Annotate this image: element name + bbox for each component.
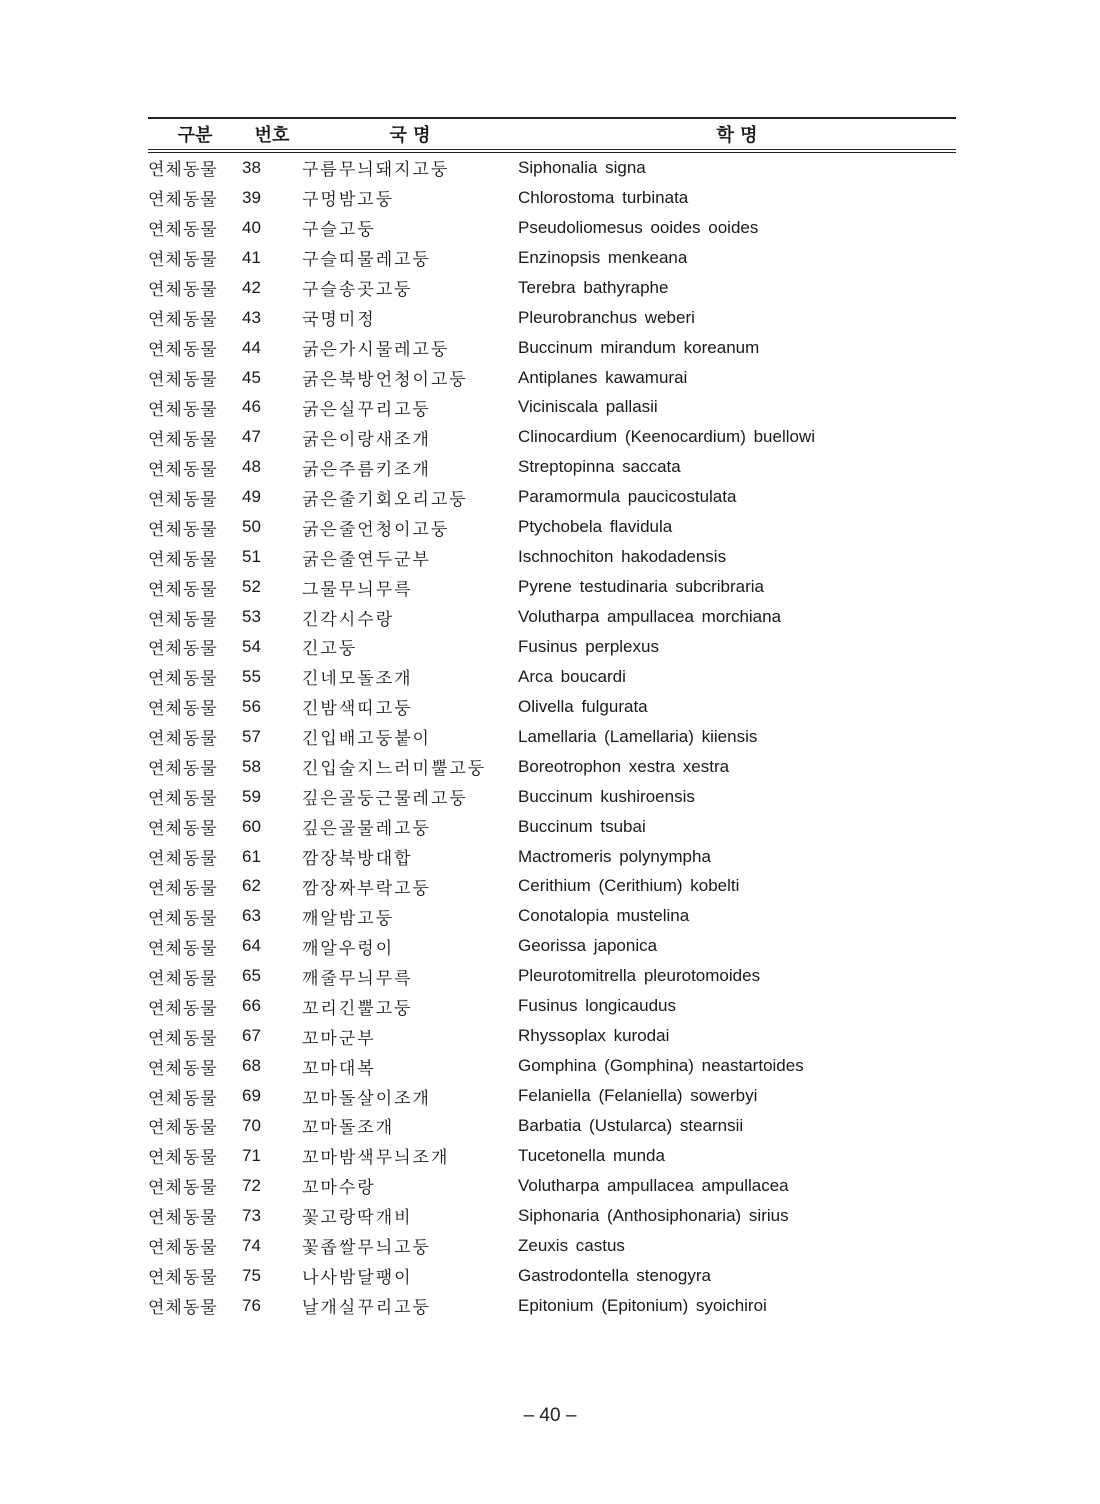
scientific-name-cell: Fusinus perplexus bbox=[518, 636, 659, 656]
scientific-name-cell: Chlorostoma turbinata bbox=[518, 187, 689, 207]
korean-name-cell: 긴입배고둥붙이 bbox=[302, 729, 431, 750]
category-cell: 연체동물 bbox=[148, 1088, 218, 1109]
number-cell: 65 bbox=[242, 966, 261, 986]
category-cell: 연체동물 bbox=[148, 1028, 218, 1049]
table-body bbox=[148, 151, 956, 1321]
korean-name-cell: 날개실꾸리고둥 bbox=[302, 1298, 431, 1319]
number-cell: 74 bbox=[242, 1235, 261, 1255]
table-row bbox=[148, 692, 956, 722]
scientific-name-cell: Siphonalia signa bbox=[518, 157, 646, 177]
number-cell: 58 bbox=[242, 756, 261, 776]
table-row bbox=[148, 363, 956, 393]
category-cell: 연체동물 bbox=[148, 399, 218, 420]
number-cell: 57 bbox=[242, 726, 261, 746]
number-cell: 59 bbox=[242, 786, 261, 806]
category-cell: 연체동물 bbox=[148, 819, 218, 840]
number-cell: 67 bbox=[242, 1026, 261, 1046]
table-row bbox=[148, 872, 956, 902]
korean-name-cell: 깜장짜부락고둥 bbox=[302, 878, 431, 899]
category-cell: 연체동물 bbox=[148, 1208, 218, 1229]
scientific-name-cell: Pleurobranchus weberi bbox=[518, 307, 695, 327]
scientific-name-cell: Arca boucardi bbox=[518, 666, 626, 686]
scientific-name-cell: Pyrene testudinaria subcribraria bbox=[518, 577, 765, 597]
number-cell: 63 bbox=[242, 906, 261, 926]
table-row bbox=[148, 482, 956, 512]
scientific-name-cell: Enzinopsis menkeana bbox=[518, 247, 688, 267]
korean-name-cell: 굵은줄기회오리고둥 bbox=[302, 489, 468, 510]
category-cell: 연체동물 bbox=[148, 1298, 218, 1319]
table-row bbox=[148, 151, 956, 183]
korean-name-cell: 깨알밤고둥 bbox=[302, 908, 395, 929]
table-row bbox=[148, 842, 956, 872]
number-cell: 69 bbox=[242, 1086, 261, 1106]
table-row bbox=[148, 243, 956, 273]
scientific-name-cell: Mactromeris polynympha bbox=[518, 846, 711, 866]
scientific-name-cell: Olivella fulgurata bbox=[518, 696, 648, 716]
category-cell: 연체동물 bbox=[148, 519, 218, 540]
category-cell: 연체동물 bbox=[148, 1058, 218, 1079]
number-cell: 68 bbox=[242, 1056, 261, 1076]
table-row bbox=[148, 931, 956, 961]
korean-name-cell: 꼬마돌살이조개 bbox=[302, 1088, 431, 1109]
scientific-name-cell: Buccinum mirandum koreanum bbox=[518, 337, 760, 357]
category-cell: 연체동물 bbox=[148, 639, 218, 660]
table-row bbox=[148, 213, 956, 243]
category-cell: 연체동물 bbox=[148, 849, 218, 870]
category-cell: 연체동물 bbox=[148, 729, 218, 750]
category-cell: 연체동물 bbox=[148, 699, 218, 720]
number-cell: 41 bbox=[242, 247, 261, 267]
category-cell: 연체동물 bbox=[148, 220, 218, 241]
scientific-name-cell: Gastrodontella stenogyra bbox=[518, 1265, 711, 1285]
number-cell: 60 bbox=[242, 816, 261, 836]
table-row bbox=[148, 1051, 956, 1081]
scientific-name-cell: Clinocardium (Keenocardium) buellowi bbox=[518, 427, 816, 447]
species-table bbox=[148, 117, 956, 1321]
number-cell: 39 bbox=[242, 187, 261, 207]
scientific-name-cell: Ischnochiton hakodadensis bbox=[518, 547, 727, 567]
number-cell: 75 bbox=[242, 1265, 261, 1285]
table-row bbox=[148, 1291, 956, 1321]
korean-name-cell: 깨알우렁이 bbox=[302, 938, 395, 959]
number-cell: 72 bbox=[242, 1175, 261, 1195]
number-cell: 64 bbox=[242, 936, 261, 956]
header-scientific-name: 학 명 bbox=[518, 118, 956, 151]
table-row bbox=[148, 722, 956, 752]
korean-name-cell: 꼬마돌조개 bbox=[302, 1118, 395, 1139]
table-row bbox=[148, 752, 956, 782]
korean-name-cell: 꼬마수랑 bbox=[302, 1178, 376, 1199]
korean-name-cell: 꼬리긴뿔고둥 bbox=[302, 998, 413, 1019]
number-cell: 66 bbox=[242, 996, 261, 1016]
korean-name-cell: 긴밤색띠고둥 bbox=[302, 699, 413, 720]
table-row bbox=[148, 991, 956, 1021]
number-cell: 45 bbox=[242, 367, 261, 387]
category-cell: 연체동물 bbox=[148, 908, 218, 929]
korean-name-cell: 굵은실꾸리고둥 bbox=[302, 399, 431, 420]
table-row bbox=[148, 1141, 956, 1171]
number-cell: 42 bbox=[242, 277, 261, 297]
scientific-name-cell: Barbatia (Ustularca) stearnsii bbox=[518, 1115, 744, 1135]
number-cell: 61 bbox=[242, 846, 261, 866]
category-cell: 연체동물 bbox=[148, 1178, 218, 1199]
number-cell: 38 bbox=[242, 157, 261, 177]
category-cell: 연체동물 bbox=[148, 340, 218, 361]
category-cell: 연체동물 bbox=[148, 759, 218, 780]
category-cell: 연체동물 bbox=[148, 160, 218, 181]
korean-name-cell: 구슬띠물레고둥 bbox=[302, 250, 431, 271]
number-cell: 46 bbox=[242, 397, 261, 417]
scientific-name-cell: Cerithium (Cerithium) kobelti bbox=[518, 876, 740, 896]
number-cell: 47 bbox=[242, 427, 261, 447]
table-row bbox=[148, 393, 956, 423]
number-cell: 50 bbox=[242, 517, 261, 537]
scientific-name-cell: Buccinum tsubai bbox=[518, 816, 646, 836]
table-row bbox=[148, 572, 956, 602]
scientific-name-cell: Epitonium (Epitonium) syoichiroi bbox=[518, 1295, 767, 1315]
korean-name-cell: 꼬마밤색무늬조개 bbox=[302, 1148, 450, 1169]
table-row bbox=[148, 1021, 956, 1051]
header-korean-name: 국 명 bbox=[302, 118, 518, 151]
korean-name-cell: 그물무늬무륵 bbox=[302, 579, 413, 600]
category-cell: 연체동물 bbox=[148, 489, 218, 510]
korean-name-cell: 나사밤달팽이 bbox=[302, 1268, 413, 1289]
table-row bbox=[148, 422, 956, 452]
category-cell: 연체동물 bbox=[148, 669, 218, 690]
table-row bbox=[148, 542, 956, 572]
table-row bbox=[148, 961, 956, 991]
header-category: 구분 bbox=[148, 118, 242, 151]
number-cell: 73 bbox=[242, 1205, 261, 1225]
scientific-name-cell: Felaniella (Felaniella) sowerbyi bbox=[518, 1086, 758, 1106]
korean-name-cell: 구슬송곳고둥 bbox=[302, 280, 413, 301]
table-row bbox=[148, 333, 956, 363]
table-row bbox=[148, 1201, 956, 1231]
number-cell: 53 bbox=[242, 607, 261, 627]
table-row bbox=[148, 1081, 956, 1111]
table-row bbox=[148, 1261, 956, 1291]
header-number: 번호 bbox=[242, 118, 302, 151]
scientific-name-cell: Antiplanes kawamurai bbox=[518, 367, 688, 387]
number-cell: 43 bbox=[242, 307, 261, 327]
scientific-name-cell: Zeuxis castus bbox=[518, 1235, 625, 1255]
scientific-name-cell: Streptopinna saccata bbox=[518, 457, 681, 477]
scientific-name-cell: Tucetonella munda bbox=[518, 1145, 665, 1165]
category-cell: 연체동물 bbox=[148, 310, 218, 331]
scientific-name-cell: Fusinus longicaudus bbox=[518, 996, 676, 1016]
table-row bbox=[148, 1231, 956, 1261]
number-cell: 44 bbox=[242, 337, 261, 357]
category-cell: 연체동물 bbox=[148, 280, 218, 301]
scientific-name-cell: Volutharpa ampullacea ampullacea bbox=[518, 1175, 789, 1195]
korean-name-cell: 긴고둥 bbox=[302, 639, 358, 660]
table-row bbox=[148, 901, 956, 931]
table-row bbox=[148, 632, 956, 662]
table-row bbox=[148, 512, 956, 542]
scientific-name-cell: Conotalopia mustelina bbox=[518, 906, 690, 926]
table-row bbox=[148, 183, 956, 213]
korean-name-cell: 굵은가시물레고둥 bbox=[302, 340, 450, 361]
table-row bbox=[148, 1111, 956, 1141]
category-cell: 연체동물 bbox=[148, 789, 218, 810]
number-cell: 52 bbox=[242, 577, 261, 597]
page-number: – 40 – bbox=[523, 1405, 577, 1426]
table-row bbox=[148, 602, 956, 632]
category-cell: 연체동물 bbox=[148, 1268, 218, 1289]
korean-name-cell: 굵은주름키조개 bbox=[302, 459, 431, 480]
number-cell: 40 bbox=[242, 217, 261, 237]
scientific-name-cell: Lamellaria (Lamellaria) kiiensis bbox=[518, 726, 758, 746]
category-cell: 연체동물 bbox=[148, 968, 218, 989]
category-cell: 연체동물 bbox=[148, 1148, 218, 1169]
scientific-name-cell: Pseudoliomesus ooides ooides bbox=[518, 217, 759, 237]
korean-name-cell: 구름무늬돼지고둥 bbox=[302, 160, 450, 181]
scientific-name-cell: Viciniscala pallasii bbox=[518, 397, 658, 417]
korean-name-cell: 긴네모돌조개 bbox=[302, 669, 413, 690]
number-cell: 55 bbox=[242, 666, 261, 686]
number-cell: 48 bbox=[242, 457, 261, 477]
category-cell: 연체동물 bbox=[148, 609, 218, 630]
category-cell: 연체동물 bbox=[148, 998, 218, 1019]
number-cell: 76 bbox=[242, 1295, 261, 1315]
korean-name-cell: 깊은골물레고둥 bbox=[302, 819, 431, 840]
category-cell: 연체동물 bbox=[148, 459, 218, 480]
scientific-name-cell: Terebra bathyraphe bbox=[518, 277, 669, 297]
number-cell: 56 bbox=[242, 696, 261, 716]
table-header-row bbox=[148, 118, 956, 151]
korean-name-cell: 구멍밤고둥 bbox=[302, 190, 395, 211]
korean-name-cell: 꼬마군부 bbox=[302, 1028, 376, 1049]
korean-name-cell: 국명미정 bbox=[302, 310, 376, 331]
korean-name-cell: 구슬고둥 bbox=[302, 220, 376, 241]
category-cell: 연체동물 bbox=[148, 250, 218, 271]
table-row bbox=[148, 812, 956, 842]
scientific-name-cell: Ptychobela flavidula bbox=[518, 517, 673, 537]
category-cell: 연체동물 bbox=[148, 549, 218, 570]
table-row bbox=[148, 1171, 956, 1201]
korean-name-cell: 꽃고랑딱개비 bbox=[302, 1208, 413, 1229]
number-cell: 49 bbox=[242, 487, 261, 507]
table-row bbox=[148, 273, 956, 303]
category-cell: 연체동물 bbox=[148, 429, 218, 450]
table-row bbox=[148, 452, 956, 482]
korean-name-cell: 굵은줄연두군부 bbox=[302, 549, 431, 570]
number-cell: 54 bbox=[242, 636, 261, 656]
scientific-name-cell: Paramormula paucicostulata bbox=[518, 487, 737, 507]
number-cell: 70 bbox=[242, 1115, 261, 1135]
korean-name-cell: 굵은줄언청이고둥 bbox=[302, 519, 450, 540]
category-cell: 연체동물 bbox=[148, 190, 218, 211]
category-cell: 연체동물 bbox=[148, 370, 218, 391]
korean-name-cell: 깊은골둥근물레고둥 bbox=[302, 789, 468, 810]
category-cell: 연체동물 bbox=[148, 938, 218, 959]
table-row bbox=[148, 662, 956, 692]
scientific-name-cell: Boreotrophon xestra xestra bbox=[518, 756, 730, 776]
table-row bbox=[148, 303, 956, 333]
table-row bbox=[148, 782, 956, 812]
korean-name-cell: 꽃좁쌀무늬고둥 bbox=[302, 1238, 431, 1259]
scientific-name-cell: Buccinum kushiroensis bbox=[518, 786, 695, 806]
number-cell: 62 bbox=[242, 876, 261, 896]
korean-name-cell: 긴입술지느러미뿔고둥 bbox=[302, 759, 487, 780]
korean-name-cell: 굵은이랑새조개 bbox=[302, 429, 431, 450]
korean-name-cell: 깨줄무늬무륵 bbox=[302, 968, 413, 989]
number-cell: 71 bbox=[242, 1145, 261, 1165]
number-cell: 51 bbox=[242, 547, 261, 567]
scientific-name-cell: Georissa japonica bbox=[518, 936, 658, 956]
scientific-name-cell: Pleurotomitrella pleurotomoides bbox=[518, 966, 761, 986]
category-cell: 연체동물 bbox=[148, 878, 218, 899]
category-cell: 연체동물 bbox=[148, 1118, 218, 1139]
korean-name-cell: 깜장북방대합 bbox=[302, 849, 413, 870]
scientific-name-cell: Siphonaria (Anthosiphonaria) sirius bbox=[518, 1205, 789, 1225]
category-cell: 연체동물 bbox=[148, 579, 218, 600]
category-cell: 연체동물 bbox=[148, 1238, 218, 1259]
scientific-name-cell: Rhyssoplax kurodai bbox=[518, 1026, 670, 1046]
korean-name-cell: 꼬마대복 bbox=[302, 1058, 376, 1079]
korean-name-cell: 긴각시수랑 bbox=[302, 609, 395, 630]
scientific-name-cell: Volutharpa ampullacea morchiana bbox=[518, 607, 782, 627]
scientific-name-cell: Gomphina (Gomphina) neastartoides bbox=[518, 1056, 804, 1076]
korean-name-cell: 굵은북방언청이고둥 bbox=[302, 370, 468, 391]
